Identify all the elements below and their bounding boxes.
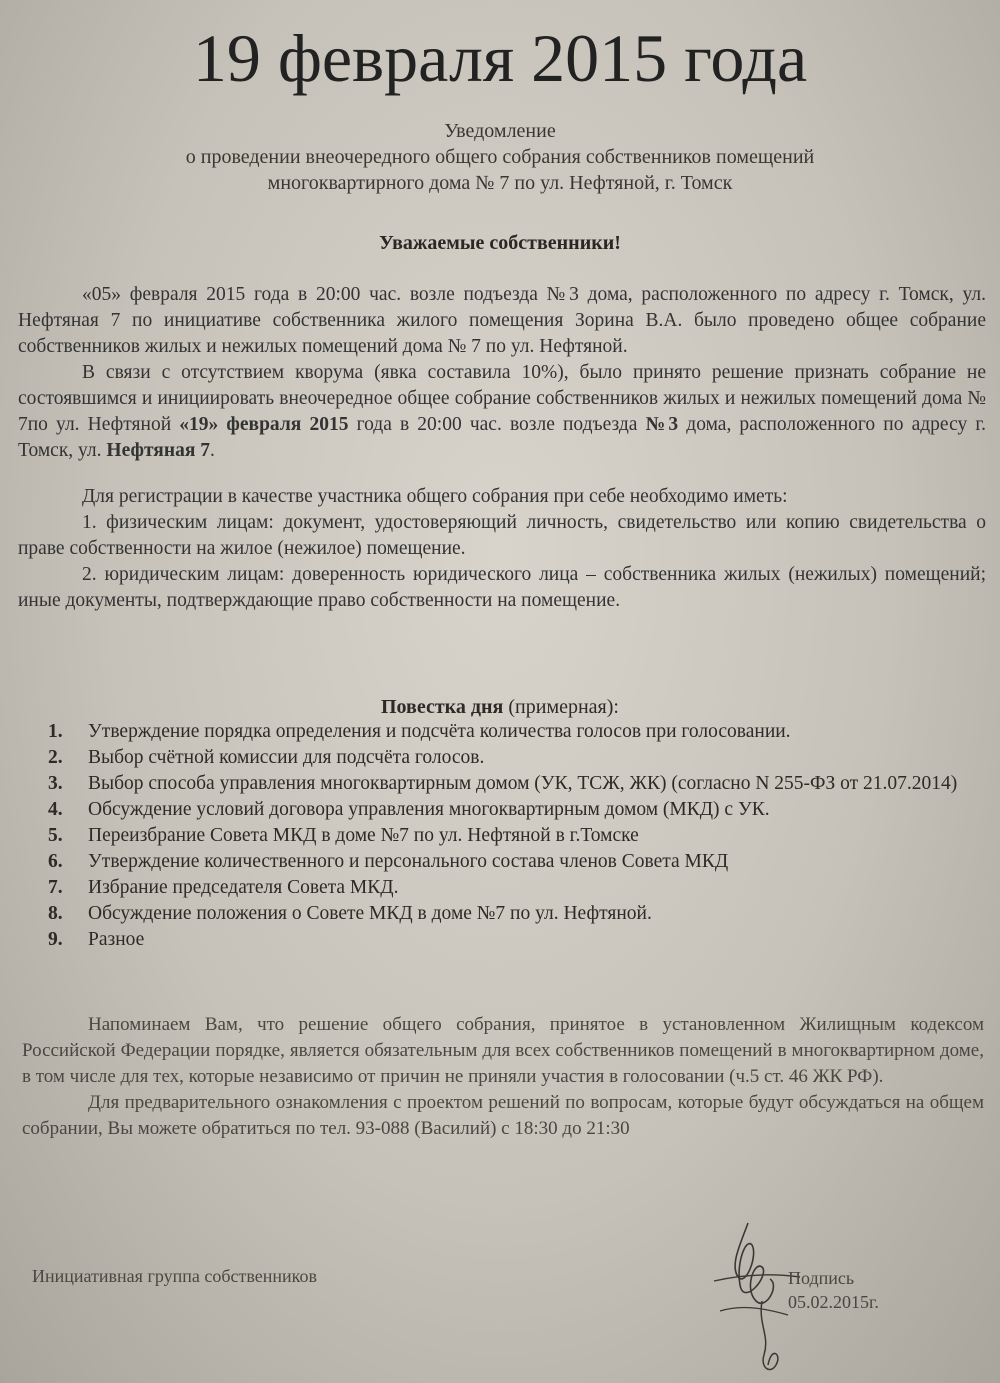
paragraph-previous-meeting: «05» февраля 2015 года в 20:00 час. возле подъезда №3 дома, расположенного по адресу г. Томск, ул. Нефтяная 7 по инициативе собственника жилого помещения Зорина В.А. было проведено общее собрание собственников жилых и нежилых помещений дома № 7 по ул. Нефтяной. — [18, 284, 986, 357]
agenda-item-text: Выбор счётной комиссии для подсчёта голосов. — [88, 747, 485, 768]
signature-date: 05.02.2015г. — [788, 1292, 879, 1312]
notice-body — [18, 282, 986, 614]
agenda-item — [48, 901, 978, 927]
text-span: года в 20:00 час. возле подъезда — [348, 414, 646, 435]
agenda-item-number: 2. — [48, 747, 63, 768]
agenda-item-number: 6. — [48, 851, 63, 872]
signature-block — [788, 1266, 879, 1314]
agenda-item — [48, 797, 978, 823]
agenda-item-number: 8. — [48, 903, 63, 924]
heading-line-1: Уведомление — [444, 120, 556, 142]
agenda-title — [0, 696, 1000, 719]
agenda-item-text: Утверждение порядка определения и подсчёта количества голосов при голосовании. — [88, 721, 791, 742]
registration-intro: Для регистрации в качестве участника общего собрания при себе необходимо иметь: — [82, 486, 788, 507]
notice-heading — [0, 118, 1000, 196]
text-span: В связи с отсутствием кворума (явка составила 10%), было принято решение признать собрание не состоявшимся и инициировать внеочередное общее собрание собственников жилых и нежилых помещений дома № 7по ул. Нефтяной — [18, 362, 986, 435]
agenda-item-number: 7. — [48, 877, 63, 898]
agenda-list — [48, 719, 978, 953]
agenda-item-number: 1. — [48, 721, 63, 742]
heading-line-2: о проведении внеочередного общего собрания собственников помещений — [185, 146, 815, 168]
agenda-item-number: 4. — [48, 799, 63, 820]
agenda-item-text: Разное — [88, 929, 145, 950]
text-span: дома, расположенного по адресу г. Томск, ул. — [18, 414, 987, 461]
agenda-item-text: Переизбрание Совета МКД в доме №7 по ул. Нефтяной в г.Томске — [88, 825, 639, 846]
heading-line-3: многоквартирного дома № 7 по ул. Нефтяной, г. Томск — [267, 172, 733, 194]
agenda-item-text: Обсуждение положения о Совете МКД в доме №7 по ул. Нефтяной. — [88, 903, 652, 924]
paragraph-no-quorum — [18, 360, 986, 464]
agenda-item-text: Избрание председателя Совета МКД. — [88, 877, 399, 898]
date-title: 19 февраля 2015 года — [192, 20, 808, 96]
agenda-item — [48, 745, 978, 771]
text-span: . — [210, 440, 215, 461]
agenda-item — [48, 719, 978, 745]
greeting: Уважаемые собственники! — [379, 232, 621, 254]
registration-item-1: 1. физическим лицам: документ, удостоверяющий личность, свидетельство или копию свидетельства о праве собственности на жилое (нежилое) помещение. — [18, 512, 986, 559]
meeting-date: «19» февраля 2015 — [179, 414, 349, 435]
registration-item-2: 2. юридическим лицам: доверенность юридического лица – собственника жилых (нежилых) помещений; иные документы, подтверждающие право собственности на помещение. — [18, 564, 986, 611]
agenda-item-text: Обсуждение условий договора управления многоквартирным домом (МКД) с УК. — [88, 799, 770, 820]
agenda-item — [48, 875, 978, 901]
agenda-title-rest: (примерная): — [503, 696, 619, 718]
agenda-item — [48, 823, 978, 849]
reminder-paragraph: Напоминаем Вам, что решение общего собрания, принятое в установленном Жилищным кодексом Российской Федерации порядке, является обязательным для всех собственников помещений в многоквартирном доме, в том числе для тех, которые независимо от причин не приняли участия в голосовании (ч.5 ст. 46 ЖК РФ). — [22, 1014, 984, 1087]
reminder-block — [22, 1012, 984, 1142]
agenda-item — [48, 849, 978, 875]
agenda-item-number: 3. — [48, 773, 63, 794]
agenda-item-number: 5. — [48, 825, 63, 846]
agenda-item-text: Выбор способа управления многоквартирным домом (УК, ТСЖ, ЖК) (согласно N 255-ФЗ от 21.07.2014) — [88, 773, 958, 794]
agenda-item — [48, 927, 978, 953]
initiative-group: Инициативная группа собственников — [32, 1266, 317, 1286]
agenda-item-number: 9. — [48, 929, 63, 950]
entrance-number: №3 — [645, 414, 679, 435]
street-address: Нефтяная 7 — [106, 440, 211, 461]
agenda-title-bold: Повестка дня — [381, 696, 504, 718]
agenda-item — [48, 771, 978, 797]
contact-paragraph: Для предварительного ознакомления с проектом решений по вопросам, которые будут обсуждаться на общем собрании, Вы можете обратиться по тел. 93-088 (Василий) с 18:30 до 21:30 — [22, 1092, 984, 1139]
agenda-item-text: Утверждение количественного и персонального состава членов Совета МКД — [88, 851, 729, 872]
signature-label: Подпись — [788, 1268, 855, 1288]
